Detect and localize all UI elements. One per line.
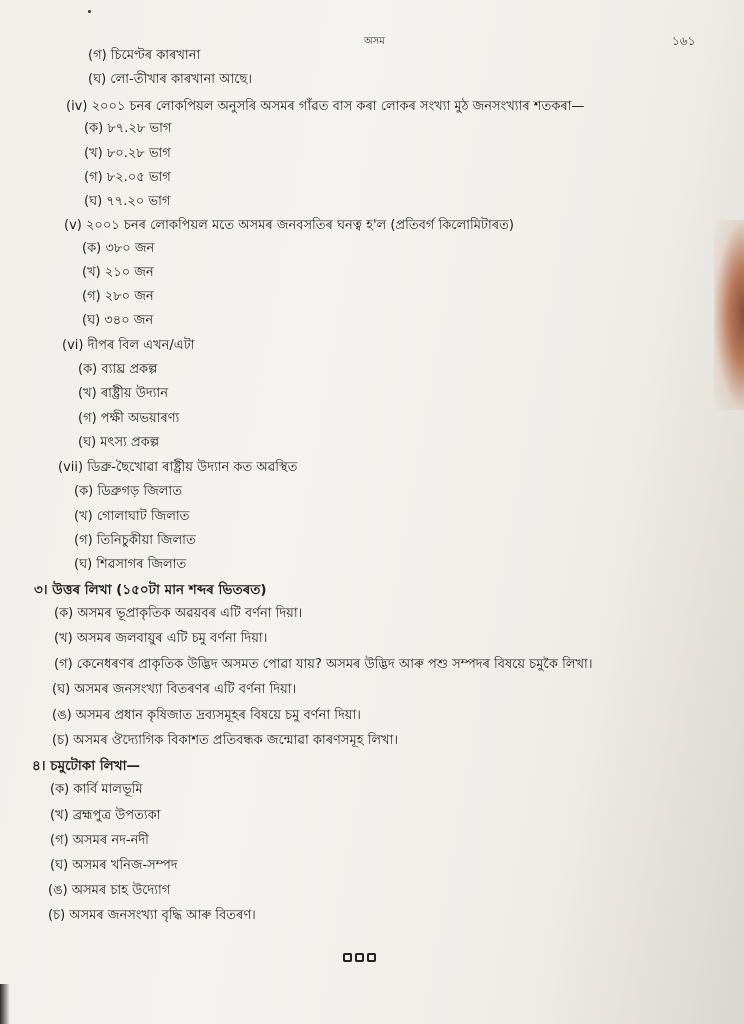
prompt-line: (ঘ) অসমৰ খনিজ-সম্পদ — [50, 858, 178, 873]
prompt-line: (খ) ব্ৰহ্মপুত্ৰ উপত্যকা — [50, 808, 161, 823]
option-line: (গ) চিমেণ্টৰ কাৰখানা — [88, 48, 201, 63]
option-line: (ঘ) ৭৭.২০ ভাগ — [84, 194, 171, 209]
option-line: (ক) ডিব্ৰুগড় জিলাত — [74, 484, 182, 499]
prompt-line: (ঙ) অসমৰ প্ৰধান কৃষিজাত দ্ৰব্যসমূহৰ বিষয়ে চমু বৰ্ণনা দিয়া। — [52, 708, 361, 723]
option-line: (ঘ) মৎস্য প্ৰকল্প — [78, 435, 160, 450]
ink-dot — [88, 10, 91, 13]
section-heading: ৩। উত্তৰ লিখা (১৫০টা মান শব্দৰ ভিতৰত) — [34, 582, 267, 598]
option-line: (গ) ৮২.০৫ ভাগ — [84, 170, 171, 185]
section-heading: ৪। চমুটোকা লিখা— — [32, 758, 141, 774]
question-line: (vii) ডিব্ৰু-ছৈখোৱা ৰাষ্ট্ৰীয় উদ্যান কত অৱস্থিত — [58, 460, 298, 475]
option-line: (খ) ৮০.২৮ ভাগ — [84, 146, 171, 161]
prompt-line: (ঘ) অসমৰ জনসংখ্যা বিতৰণৰ এটি বৰ্ণনা দিয়া। — [52, 682, 297, 697]
option-line: (ঘ) ৩৪০ জন — [82, 313, 154, 328]
option-line: (ঘ) শিৱসাগৰ জিলাত — [74, 557, 187, 572]
prompt-line: (চ) অসমৰ জনসংখ্যা বৃদ্ধি আৰু বিতৰণ। — [48, 908, 256, 923]
option-line: (ঘ) লো-তীখাৰ কাৰখানা আছে। — [88, 72, 253, 87]
option-line: (ক) ৩৮০ জন — [82, 241, 155, 256]
prompt-line: (খ) অসমৰ জলবায়ুৰ এটি চমু বৰ্ণনা দিয়া। — [54, 631, 268, 646]
finger-shadow — [714, 220, 744, 410]
prompt-line: (চ) অসমৰ ঔদ্যোগিক বিকাশত প্ৰতিবন্ধক জন্মোৱা কাৰণসমূহ লিখা। — [52, 733, 399, 748]
option-line: (ক) ব্যাঘ্ৰ প্ৰকল্প — [78, 362, 158, 377]
option-line: (গ) তিনিচুকীয়া জিলাত — [74, 533, 196, 548]
page-corner-shadow — [0, 984, 10, 1024]
question-line: (iv) ২০০১ চনৰ লোকপিয়ল অনুসৰি অসমৰ গাঁৱত বাস কৰা লোকৰ সংখ্যা মুঠ জনসংখ্যাৰ শতকৰা— — [66, 99, 585, 114]
option-line: (খ) গোলাঘাট জিলাত — [74, 509, 190, 524]
option-line: (খ) ৰাষ্ট্ৰীয় উদ্যান — [78, 386, 168, 401]
option-line: (ক) ৮৭.২৮ ভাগ — [84, 121, 172, 136]
prompt-line: (গ) কেনেধৰণৰ প্ৰাকৃতিক উদ্ভিদ অসমত পোৱা যায়? অসমৰ উদ্ভিদ আৰু পশু সম্পদৰ বিষয়ে চমুকৈ লিখা। — [54, 657, 593, 672]
question-line: (vi) দীপৰ বিল এখন/এটা — [62, 338, 195, 353]
prompt-line: (ক) কাৰ্বি মালভূমি — [50, 782, 143, 797]
option-line: (খ) ২১০ জন — [82, 265, 154, 280]
option-line: (গ) পক্ষী অভয়াৰণ্য — [78, 411, 180, 426]
option-line: (গ) ২৮০ জন — [82, 289, 154, 304]
running-head: অসম — [364, 36, 385, 47]
prompt-line: (ঙ) অসমৰ চাহ উদ্যোগ — [48, 883, 171, 898]
prompt-line: (ক) অসমৰ ভূপ্ৰাকৃতিক অৱয়বৰ এটি বৰ্ণনা দিয়া। — [54, 606, 303, 621]
question-line: (v) ২০০১ চনৰ লোকপিয়ল মতে অসমৰ জনবসতিৰ ঘনত্ব হ'ল (প্ৰতিবৰ্গ কিলোমিটাৰত) — [64, 218, 514, 233]
prompt-line: (গ) অসমৰ নদ-নদী — [50, 833, 149, 848]
end-of-chapter-mark — [343, 953, 376, 962]
page-number: ১৬১ — [672, 34, 696, 48]
